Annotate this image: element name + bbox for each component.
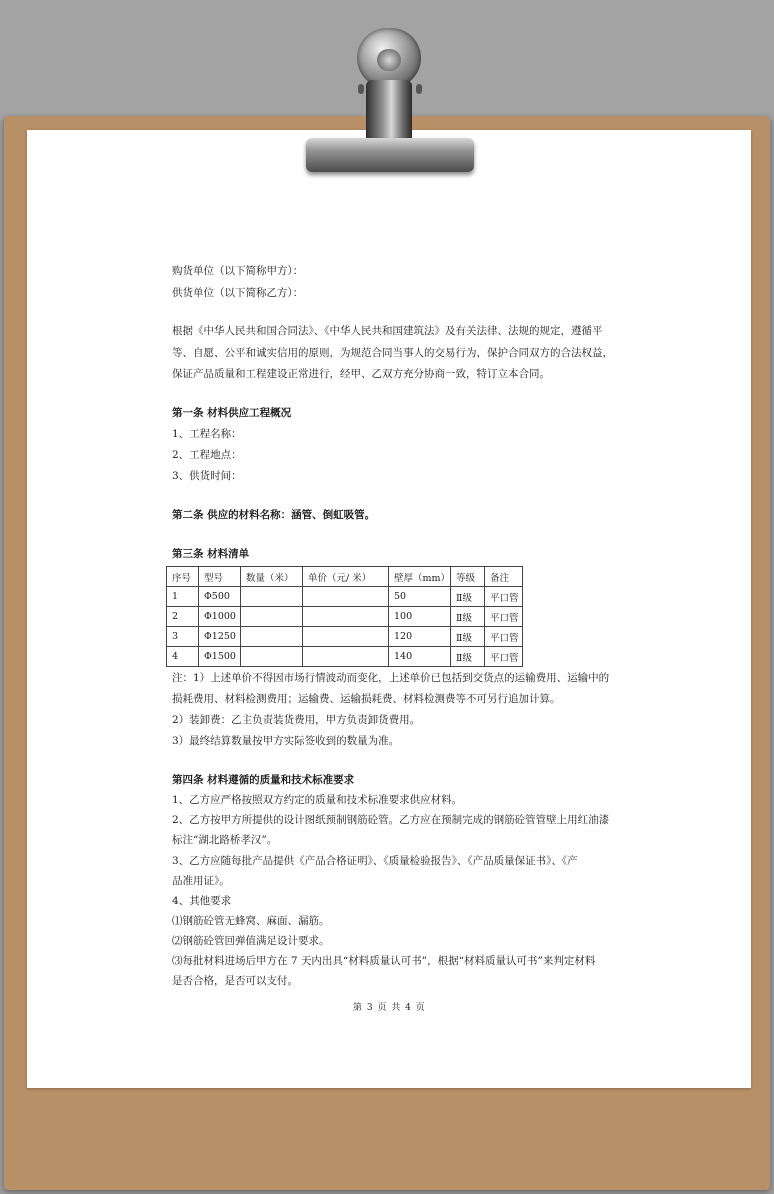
article4-line: ⑴钢筋砼管无蜂窝、麻面、漏筋。 <box>172 915 330 927</box>
article4-line: 标注“湖北路桥孝汉”。 <box>172 834 278 846</box>
table-cell <box>241 587 303 607</box>
table-cell <box>241 607 303 627</box>
article4-line: 3、乙方应随每批产品提供《产品合格证明》、《质量检验报告》、《产品质量保证书》、《产 <box>172 855 578 867</box>
table-row <box>167 647 523 667</box>
table-cell: Ⅱ级 <box>451 587 485 607</box>
table-cell <box>303 647 389 667</box>
table-header-cell: 单价（元/ 米） <box>303 567 389 587</box>
table-cell: Ⅱ级 <box>451 607 485 627</box>
binder-clip-pin <box>358 84 364 94</box>
preamble-line: 保证产品质量和工程建设正常进行，经甲、乙双方充分协商一致，特订立本合同。 <box>172 368 550 380</box>
table-cell: Ⅱ级 <box>451 647 485 667</box>
article4-line: ⑵钢筋砼管回弹值满足设计要求。 <box>172 935 330 947</box>
article1-title: 第一条 材料供应工程概况 <box>172 407 292 419</box>
article4-line: 是否合格，是否可以支付。 <box>172 975 298 987</box>
table-cell: Φ1250 <box>199 627 241 647</box>
table-cell: 平口管 <box>485 587 523 607</box>
table-header-cell: 等级 <box>451 567 485 587</box>
table-row <box>167 607 523 627</box>
table-cell: 100 <box>389 607 451 627</box>
binder-clip-pin <box>416 84 422 94</box>
table-row <box>167 587 523 607</box>
table-cell: 50 <box>389 587 451 607</box>
table-note-line: 注：1）上述单价不得因市场行情波动而变化，上述单价已包括到交货点的运输费用、运输中的 <box>172 672 610 684</box>
page-number: 第 3 页 共 4 页 <box>353 1003 426 1013</box>
table-cell <box>303 587 389 607</box>
table-cell: 平口管 <box>485 647 523 667</box>
article4-line: 品准用证》。 <box>172 875 230 887</box>
article4-line: 1、乙方应严格按照双方约定的质量和技术标准要求供应材料。 <box>172 794 463 806</box>
table-header-cell: 备注 <box>485 567 523 587</box>
table-header-cell: 壁厚（mm） <box>389 567 451 587</box>
table-note-line: 2）装卸费：乙主负责装货费用，甲方负责卸货费用。 <box>172 714 421 726</box>
article3-title: 第三条 材料清单 <box>172 548 250 560</box>
table-cell: 140 <box>389 647 451 667</box>
table-note-line: 损耗费用、材料检测费用；运输费、运输损耗费、材料检测费等不可另行追加计算。 <box>172 693 561 705</box>
article1-item: 2、工程地点： <box>172 449 242 461</box>
table-header-cell: 序号 <box>167 567 199 587</box>
table-cell: Φ1000 <box>199 607 241 627</box>
article2-title: 第二条 供应的材料名称：涵管、倒虹吸管。 <box>172 509 376 521</box>
article1-item: 3、供货时间： <box>172 470 242 482</box>
table-cell <box>303 627 389 647</box>
buyer-line: 购货单位（以下简称甲方）： <box>172 265 304 277</box>
binder-clip-stem <box>366 80 412 142</box>
table-header-cell: 型号 <box>199 567 241 587</box>
binder-clip-hole <box>377 49 401 71</box>
supplier-line: 供货单位（以下简称乙方）： <box>172 287 304 299</box>
table-cell: Φ500 <box>199 587 241 607</box>
article4-line: 4、其他要求 <box>172 895 232 907</box>
table-cell: 平口管 <box>485 607 523 627</box>
table-cell: 平口管 <box>485 627 523 647</box>
table-header-row <box>167 567 523 587</box>
table-cell: 4 <box>167 647 199 667</box>
materials-table <box>166 566 523 667</box>
table-cell <box>241 627 303 647</box>
table-cell <box>241 647 303 667</box>
table-row <box>167 627 523 647</box>
article4-line: 2、乙方按甲方所提供的设计图纸预制钢筋砼管。乙方应在预制完成的钢筋砼管管壁上用红油漆 <box>172 814 610 826</box>
preamble-line: 根据《中华人民共和国合同法》、《中华人民共和国建筑法》及有关法律、法规的规定，遵循平 <box>172 325 603 337</box>
table-cell: Φ1500 <box>199 647 241 667</box>
table-cell: 2 <box>167 607 199 627</box>
table-cell: Ⅱ级 <box>451 627 485 647</box>
table-header-cell: 数量（米） <box>241 567 303 587</box>
article4-title: 第四条 材料遵循的质量和技术标准要求 <box>172 774 355 786</box>
table-cell: 120 <box>389 627 451 647</box>
article4-line: ⑶每批材料进场后甲方在 7 天内出具“材料质量认可书”，根据“材料质量认可书”来判定材料 <box>172 955 596 967</box>
binder-clip-plate <box>306 138 474 172</box>
table-note-line: 3）最终结算数量按甲方实际签收到的数量为准。 <box>172 735 400 747</box>
table-cell: 3 <box>167 627 199 647</box>
table-cell <box>303 607 389 627</box>
article1-item: 1、工程名称： <box>172 428 242 440</box>
table-cell: 1 <box>167 587 199 607</box>
preamble-line: 等、自愿、公平和诚实信用的原则，为规范合同当事人的交易行为，保护合同双方的合法权益， <box>172 347 613 359</box>
